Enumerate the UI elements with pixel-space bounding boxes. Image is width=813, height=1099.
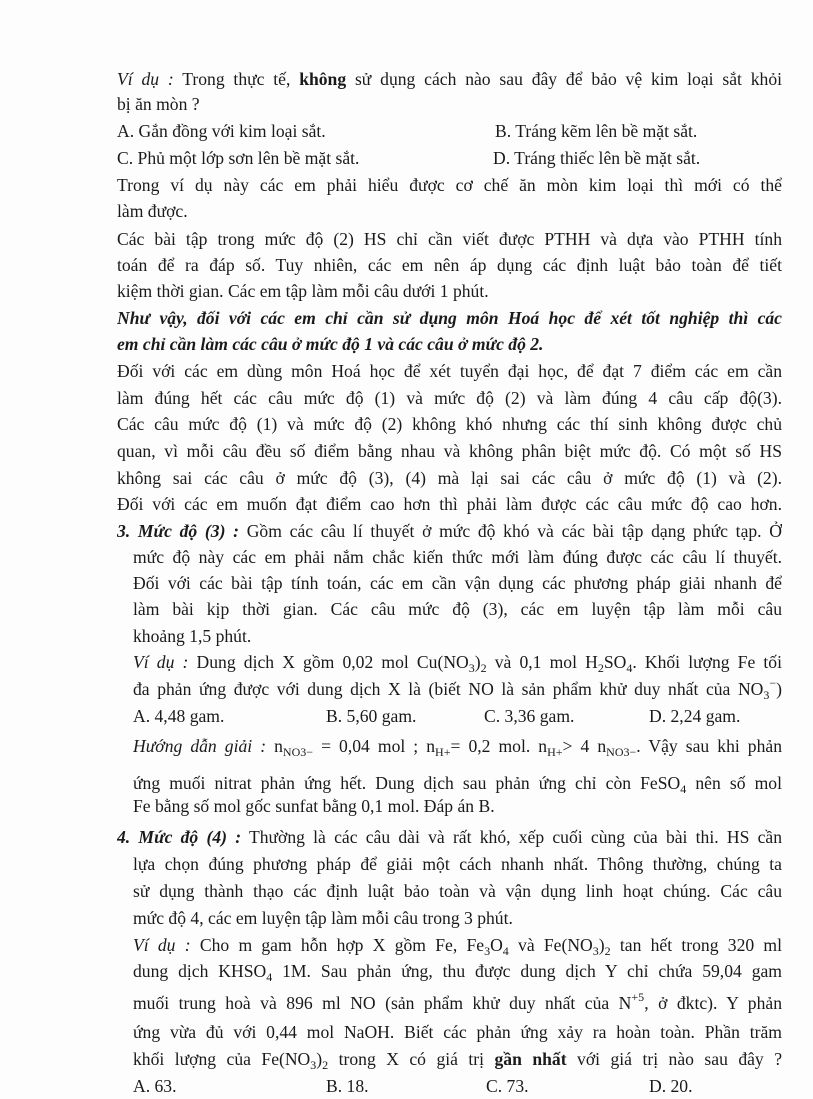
text-segment: Dung dịch X gồm 0,02 mol Cu(NO: [188, 652, 469, 672]
text-segment: Các câu mức độ (1) và mức độ (2) không khó nhưng các thí sinh không được chủ: [117, 414, 782, 434]
text-segment: ứng muối nitrat phản ứng hết. Dung dịch sau phản ứng chỉ còn FeSO: [133, 773, 681, 793]
text-segment: ): [316, 1049, 323, 1069]
text-segment: và Fe(NO: [508, 935, 593, 955]
text-segment: Đối với các em muốn đạt điểm cao hơn thì phải làm được các câu mức độ cao hơn.: [117, 494, 782, 514]
text-segment: Ví dụ :: [133, 652, 189, 672]
subscript: 2: [604, 944, 611, 957]
text-segment: đa phản ứng được với dung dịch X là (biết NO là sản phẩm khử duy nhất của NO: [133, 679, 764, 699]
text-line: [117, 386, 782, 410]
text-line: [133, 734, 782, 758]
text-segment: sử dụng thành thạo các định luật bảo toàn và vận dụng linh hoạt chúng. Các câu: [133, 881, 782, 901]
text-line: [133, 771, 782, 795]
text-segment: khối lượng của Fe(NO: [133, 1049, 311, 1069]
text-segment: dung dịch KHSO: [133, 961, 267, 981]
text-line: [117, 825, 782, 849]
answer-option: C. 73.: [486, 1076, 529, 1096]
subscript: 2: [480, 661, 487, 674]
text-line: [117, 253, 782, 277]
text-segment: Như vậy, đối với các em chỉ cần sử dụng môn Hoá học để xét tốt nghiệp thì các: [117, 308, 782, 328]
superscript: −: [769, 677, 777, 690]
text-segment: Trong thực tế,: [173, 69, 300, 89]
subscript: 3: [484, 944, 491, 957]
answer-option: A. 4,48 gam.: [133, 706, 225, 726]
subscript: 3: [310, 1058, 317, 1071]
text-segment: kiệm thời gian. Các em tập làm mỗi câu dưới 1 phút.: [117, 281, 489, 301]
answer-option: B. 5,60 gam.: [326, 706, 417, 726]
text-segment: O: [490, 935, 503, 955]
subscript: 4: [626, 661, 633, 674]
text-segment: Ví dụ :: [117, 69, 174, 89]
text-segment: n: [266, 736, 283, 756]
text-line: [133, 545, 782, 569]
subscript: 4: [680, 782, 687, 795]
text-segment: , ở đktc). Y phản: [644, 993, 782, 1013]
text-segment: Đối với các em dùng môn Hoá học để xét tuyển đại học, để đạt 7 điểm các em cần: [117, 361, 782, 381]
subscript: 4: [502, 944, 509, 957]
subscript: NO3−: [606, 745, 637, 758]
text-line: [117, 199, 782, 223]
text-segment: gần nhất: [494, 1049, 567, 1069]
text-line: [133, 677, 782, 701]
text-segment: toán để ra đáp số. Tuy nhiên, các em nên áp dụng các định luật bảo toàn để tiết: [117, 255, 782, 275]
text-line: [133, 624, 782, 648]
text-segment: Trong ví dụ này các em phải hiểu được cơ chế ăn mòn kim loại thì mới có thể: [117, 175, 782, 195]
answer-option: C. 3,36 gam.: [484, 706, 575, 726]
text-segment: em chỉ cần làm các câu ở mức độ 1 và các câu ở mức độ 2.: [117, 334, 544, 354]
text-segment: Ví dụ :: [133, 935, 191, 955]
text-segment: làm được.: [117, 201, 188, 221]
text-line: [117, 466, 782, 490]
answer-option: C. Phủ một lớp sơn lên bề mặt sắt.: [117, 148, 360, 168]
text-segment: quan, vì mỗi câu đều số điểm bằng nhau và không phân biệt mức độ. Có một số HS: [117, 441, 782, 461]
text-line: [133, 571, 782, 595]
text-line: [133, 906, 782, 930]
text-segment: làm đúng hết các câu mức độ (1) và mức độ (2) và làm đúng 4 câu cấp độ(3).: [117, 388, 782, 408]
text-line: [133, 650, 782, 674]
subscript: 3: [468, 661, 475, 674]
text-line: [133, 1020, 782, 1044]
text-segment: Gồm các câu lí thuyết ở mức độ khó và các bài tập dạng phức tạp. Ở: [239, 521, 782, 541]
superscript: +5: [631, 991, 645, 1004]
text-segment: Đối với các bài tập tính toán, các em cần vận dụng các phương pháp giải nhanh để: [133, 573, 782, 593]
answer-options-row: [117, 119, 782, 143]
subscript: 2: [597, 661, 604, 674]
text-line: [117, 439, 782, 463]
text-segment: nên số mol: [686, 773, 782, 793]
text-line: [117, 306, 782, 330]
text-segment: . Khối lượng Fe tối: [632, 652, 782, 672]
text-segment: ứng vừa đủ với 0,44 mol NaOH. Biết các phản ứng xảy ra hoàn toàn. Phần trăm: [133, 1022, 782, 1042]
text-segment: SO: [603, 652, 627, 672]
text-segment: Hướng dẫn giải :: [133, 736, 267, 756]
text-segment: Thường là các câu dài và rất khó, xếp cuối cùng của bài thi. HS cần: [241, 827, 782, 847]
text-segment: . Vậy sau khi phản: [636, 736, 782, 756]
text-segment: ): [776, 679, 782, 699]
text-line: [117, 227, 782, 251]
subscript: 3: [592, 944, 599, 957]
text-line: [117, 519, 782, 543]
text-line: [117, 92, 782, 116]
text-line: [117, 173, 782, 197]
text-segment: mức độ 4, các em luyện tập làm mỗi câu trong 3 phút.: [133, 908, 513, 928]
text-segment: bị ăn mòn ?: [117, 94, 200, 114]
subscript: H+: [435, 745, 451, 758]
answer-option: A. 63.: [133, 1076, 177, 1096]
text-segment: muối trung hoà và 896 ml NO (sản phẩm khử duy nhất của N: [133, 993, 632, 1013]
text-segment: Các bài tập trong mức độ (2) HS chỉ cần viết được PTHH và dựa vào PTHH tính: [117, 229, 782, 249]
text-line: [117, 332, 782, 356]
answer-option: B. 18.: [326, 1076, 369, 1096]
text-segment: = 0,04 mol ; n: [313, 736, 436, 756]
answer-options-row: [133, 1074, 782, 1098]
text-segment: ): [598, 935, 605, 955]
answer-option: B. Tráng kẽm lên bề mặt sắt.: [495, 121, 698, 141]
text-segment: không sai các câu ở mức độ (3), (4) mà lại sai các câu ở mức độ (1) và (2).: [117, 468, 782, 488]
text-segment: trong X có giá trị: [328, 1049, 495, 1069]
answer-options-row: [117, 146, 782, 170]
text-line: [133, 933, 782, 957]
text-segment: Cho m gam hỗn hợp X gồm Fe, Fe: [190, 935, 485, 955]
text-segment: với giá trị nào sau đây ?: [566, 1049, 782, 1069]
text-segment: khoảng 1,5 phút.: [133, 626, 252, 646]
answer-options-row: [133, 704, 782, 728]
answer-option: A. Gắn đồng với kim loại sắt.: [117, 121, 326, 141]
answer-option: D. Tráng thiếc lên bề mặt sắt.: [493, 148, 701, 168]
subscript: 4: [266, 970, 273, 983]
text-line: [133, 959, 782, 983]
answer-option: D. 20.: [649, 1076, 693, 1096]
subscript: 3: [763, 688, 770, 701]
subscript: NO3−: [282, 745, 314, 758]
text-segment: 3. Mức độ (3) :: [117, 521, 240, 541]
subscript: 2: [322, 1058, 329, 1071]
text-line: [133, 879, 782, 903]
text-segment: sử dụng cách nào sau đây để bảo vệ kim loại sắt khỏi: [346, 69, 782, 89]
text-segment: Fe bằng số mol gốc sunfat bằng 0,1 mol. Đáp án B.: [133, 796, 495, 816]
text-segment: > 4 n: [562, 736, 607, 756]
text-line: [117, 67, 782, 91]
text-segment: và 0,1 mol H: [486, 652, 598, 672]
text-line: [117, 412, 782, 436]
text-line: [133, 597, 782, 621]
text-line: [117, 492, 782, 516]
text-line: [133, 794, 782, 818]
text-segment: 4. Mức độ (4) :: [117, 827, 242, 847]
text-line: [117, 279, 782, 303]
text-segment: = 0,2 mol. n: [450, 736, 548, 756]
text-segment: 1M. Sau phản ứng, thu được dung dịch Y chỉ chứa 59,04 gam: [272, 961, 782, 981]
text-segment: ): [474, 652, 481, 672]
text-segment: làm bài kịp thời gian. Các câu mức độ (3), các em luyện tập làm mỗi câu: [133, 599, 782, 619]
text-line: [133, 852, 782, 876]
text-line: [133, 1047, 782, 1071]
text-segment: không: [299, 69, 347, 89]
subscript: H+: [547, 745, 563, 758]
text-line: [117, 359, 782, 383]
answer-option: D. 2,24 gam.: [649, 706, 741, 726]
text-segment: mức độ này các em phải nắm chắc kiến thức mới làm đúng được các câu lí thuyết.: [133, 547, 782, 567]
text-segment: lựa chọn đúng phương pháp để giải một cách nhanh nhất. Thông thường, chúng ta: [133, 854, 782, 874]
text-segment: tan hết trong 320 ml: [610, 935, 782, 955]
text-line: [133, 991, 782, 1015]
